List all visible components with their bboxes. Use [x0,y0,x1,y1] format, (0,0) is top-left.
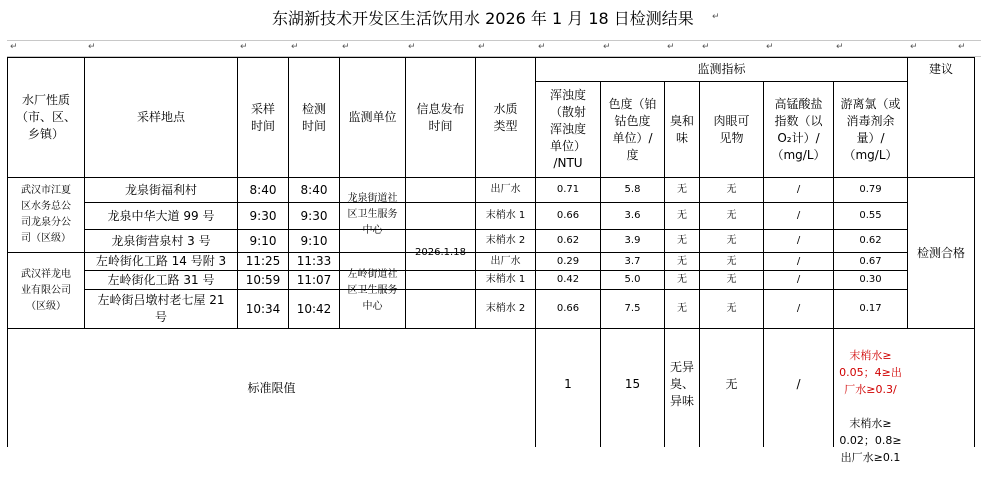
turbidity-cell: 0.62 [556,235,580,246]
location-cell: 龙泉街营泉村 3 号 [111,233,211,248]
chlorine-cell: 0.62 [859,235,882,246]
water-type-cell: 末梢水 2 [485,303,526,314]
sample-time-cell: 10:59 [245,272,281,287]
top-row-border [7,40,981,41]
cod-cell: / [796,255,801,267]
standard-odor: 无异 臭、 异味 [669,359,694,408]
sample-time-cell: 8:40 [249,182,277,197]
header-indicators: 监测指标 [697,62,746,76]
location-cell: 左岭街吕墩村老七屋 21 号 [97,293,225,324]
grid-line [974,57,975,447]
test-time-cell: 9:10 [300,233,328,248]
return-mark: ↵ [88,42,96,52]
standard-chlorine-red: 末梢水≥ 0.05；4≥出 厂水≥0.3/ [839,349,902,396]
location-cell: 龙泉中华大道 99 号 [107,208,215,223]
test-time-cell: 11:07 [296,272,332,287]
color-cell: 3.7 [624,255,641,267]
return-mark: ↵ [10,42,18,52]
return-mark: ↵ [712,12,720,22]
header-visible: 肉眼可 见物 [713,113,750,145]
return-mark: ↵ [766,42,774,52]
standard-turbidity: 1 [564,376,572,391]
visible-cell: 无 [726,184,737,195]
turbidity-cell: 0.66 [556,210,580,221]
sample-time-cell: 10:34 [245,301,281,316]
water-type-cell: 出厂水 [490,255,521,267]
sample-time-cell: 9:30 [249,208,277,223]
color-cell: 5.8 [624,184,641,195]
turbidity-cell: 0.66 [556,303,580,314]
monitor-unit: 龙泉街道社 区卫生服务 中心 [347,193,398,236]
standard-label: 标准限值 [247,380,296,395]
return-mark: ↵ [603,42,611,52]
header-location: 采样地点 [136,110,185,124]
return-mark: ↵ [291,42,299,52]
return-mark: ↵ [667,42,675,52]
cod-cell: / [796,184,801,195]
odor-cell: 无 [677,210,687,221]
odor-cell: 无 [677,235,687,246]
chlorine-cell: 0.30 [859,274,882,285]
return-mark: ↵ [240,42,248,52]
location-cell: 左岭街化工路 31 号 [107,272,215,287]
chlorine-cell: 0.79 [859,184,882,195]
return-mark: ↵ [958,42,966,52]
header-odor: 臭和 味 [669,113,694,145]
standard-visible: 无 [725,376,738,391]
location-cell: 左岭街化工路 14 号附 3 [95,254,227,268]
test-time-cell: 10:42 [296,301,332,316]
chlorine-cell: 0.55 [859,210,882,221]
color-cell: 3.9 [624,235,641,246]
turbidity-cell: 0.71 [556,184,580,195]
odor-cell: 无 [677,274,687,285]
release-time: 2026.1.18 [415,247,466,258]
plant-name: 武汉祥龙电 业有限公司 （区级） [21,268,71,312]
return-mark: ↵ [538,42,546,52]
page-title: 东湖新技术开发区生活饮用水 2026 年 1 月 18 日检测结果 [272,9,694,28]
header-test-time: 检测 时间 [301,101,326,133]
cod-cell: / [796,210,801,221]
location-cell: 龙泉街福利村 [124,182,197,197]
standard-chlorine [834,330,907,483]
chlorine-cell: 0.17 [859,303,882,314]
return-mark: ↵ [836,42,844,52]
test-time-cell: 8:40 [300,182,328,197]
odor-cell: 无 [677,255,687,267]
header-advice: 建议 [928,62,953,76]
visible-cell: 无 [726,303,737,314]
header-turbidity: 浑浊度 （散射 浑浊度 单位） /NTU [549,88,586,170]
test-time-cell: 11:33 [296,254,332,268]
sample-time-cell: 9:10 [249,233,277,248]
return-mark: ↵ [478,42,486,52]
standard-cod: / [796,376,801,391]
header-plant: 水厂性质 （市、区、 乡镇） [15,93,76,141]
return-mark: ↵ [910,42,918,52]
color-cell: 5.0 [624,274,641,285]
water-type-cell: 末梢水 1 [485,274,526,285]
cod-cell: / [796,303,801,314]
sample-time-cell: 11:25 [245,254,281,268]
header-sample-time: 采样 时间 [250,101,275,133]
return-mark: ↵ [408,42,416,52]
return-mark: ↵ [702,42,710,52]
turbidity-cell: 0.29 [556,255,580,267]
water-type-cell: 末梢水 1 [485,210,526,221]
standard-chlorine-black: 末梢水≥ 0.02；0.8≥ 出厂水≥0.1 [839,417,902,464]
turbidity-cell: 0.42 [556,274,580,285]
advice-value: 检测合格 [916,245,965,260]
visible-cell: 无 [726,255,737,267]
chlorine-cell: 0.67 [859,255,882,267]
water-type-cell: 末梢水 2 [485,235,526,246]
header-water-type: 水质 类型 [493,101,518,133]
header-color: 色度（铂 钴色度 单位）/ 度 [608,96,657,162]
header-chlorine: 游离氯（或 消毒剂余 量）/ （mg/L） [840,96,901,162]
color-cell: 7.5 [624,303,641,314]
header-release-time: 信息发布 时间 [416,101,465,133]
header-cod: 高锰酸盐 指数（以 O₂计）/ （mg/L） [771,96,826,162]
color-cell: 3.6 [624,210,641,221]
test-time-cell: 9:30 [300,208,328,223]
return-mark: ↵ [342,42,350,52]
water-type-cell: 出厂水 [490,184,521,195]
standard-color: 15 [624,376,641,391]
monitor-unit: 左岭街道社 区卫生服务 中心 [347,268,398,312]
plant-name: 武汉市江夏 区水务总公 司龙泉分公 司（区级） [21,185,71,244]
odor-cell: 无 [677,303,687,314]
visible-cell: 无 [726,235,737,246]
cod-cell: / [796,274,801,285]
cod-cell: / [796,235,801,246]
header-unit: 监测单位 [348,110,397,124]
odor-cell: 无 [677,184,687,195]
visible-cell: 无 [726,210,737,221]
visible-cell: 无 [726,274,737,285]
